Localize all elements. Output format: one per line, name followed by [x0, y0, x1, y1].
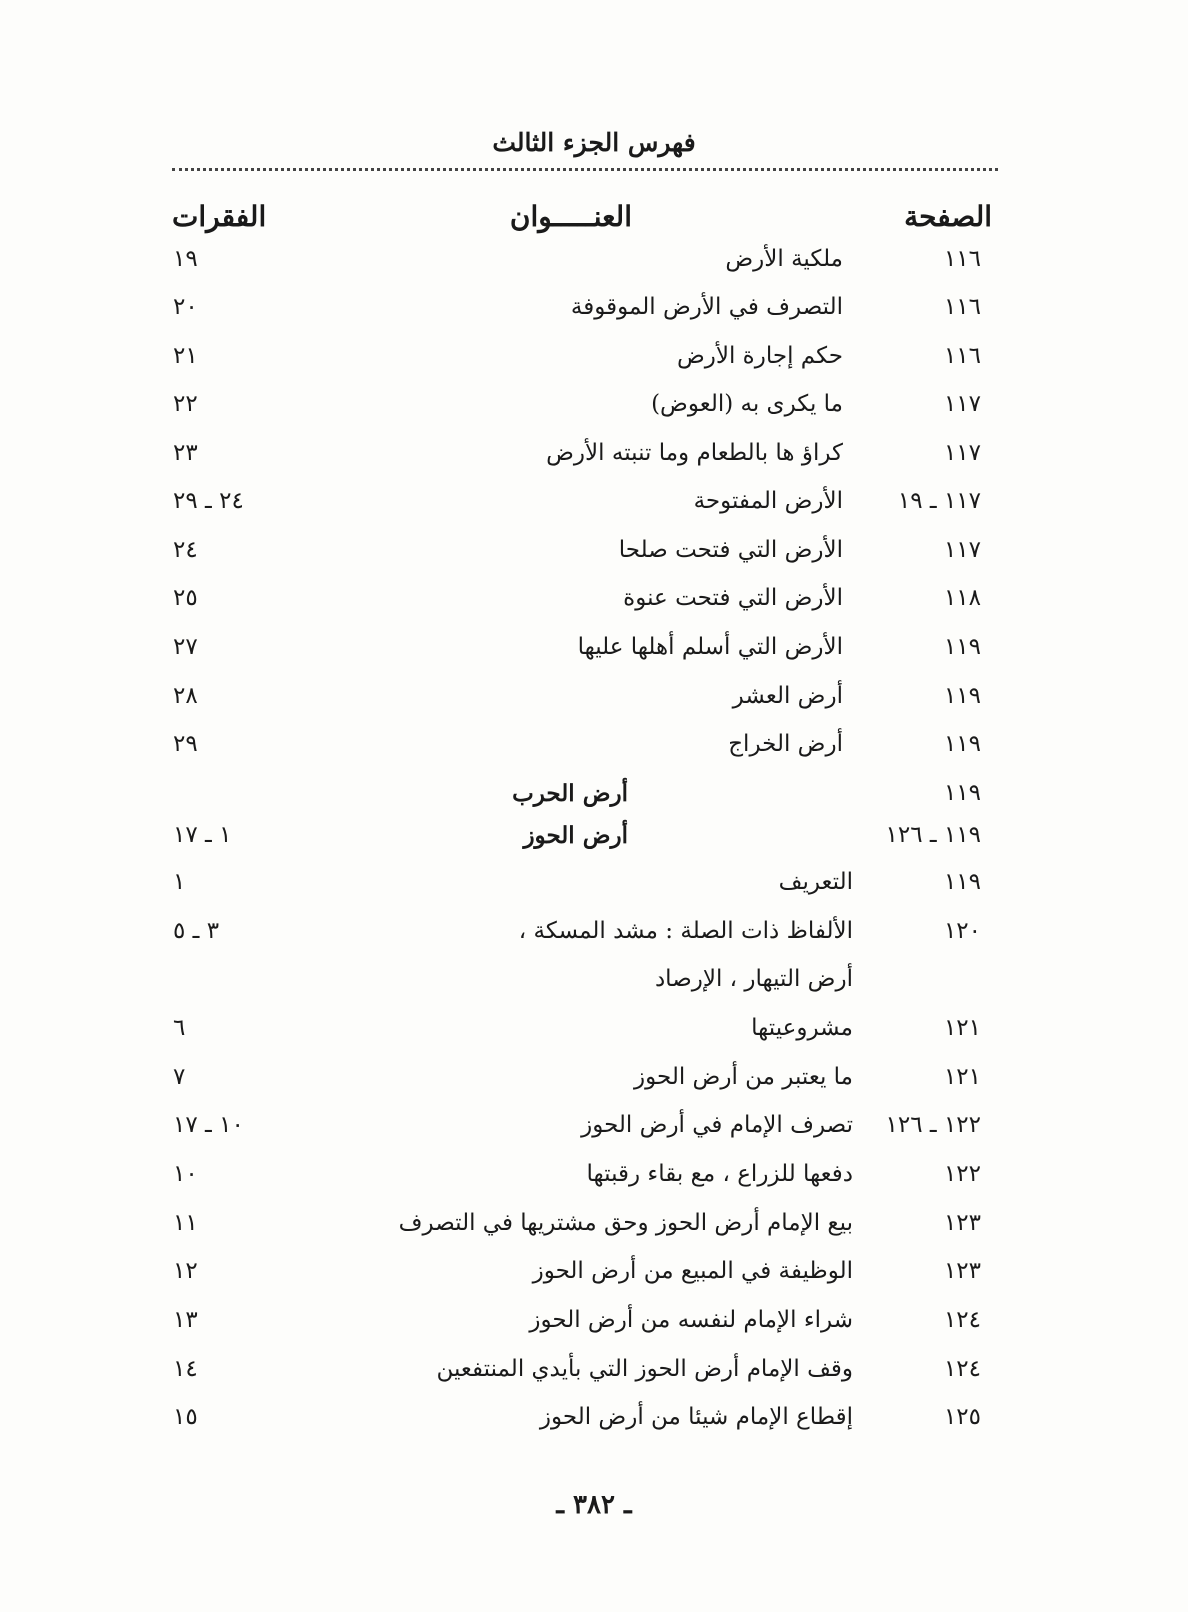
index-row: [0, 1210, 1188, 1254]
index-row: [0, 440, 1188, 484]
index-row: [0, 1307, 1188, 1351]
index-row: [0, 1015, 1188, 1059]
row-page: ١٢٣: [943, 1258, 981, 1284]
row-page: ١١٩: [943, 780, 981, 806]
column-header-title: العنـــــوان: [509, 200, 632, 233]
index-row: [0, 391, 1188, 435]
index-row: [0, 294, 1188, 338]
row-page: ١١٩: [943, 634, 981, 660]
row-paragraphs: ١: [173, 869, 186, 895]
row-page: ١٢٤: [943, 1356, 981, 1382]
row-title: تصرف الإمام في أرض الحوز: [581, 1112, 853, 1138]
row-title: التصرف في الأرض الموقوفة: [570, 294, 843, 320]
row-page: ١١٩ ـ ١٢٦: [885, 822, 981, 848]
row-title: وقف الإمام أرض الحوز التي بأيدي المنتفعين: [436, 1356, 853, 1382]
row-title: دفعها للزراع ، مع بقاء رقبتها: [586, 1161, 853, 1187]
row-paragraphs: ٢٣: [173, 440, 198, 466]
row-title: بيع الإمام أرض الحوز وحق مشتريها في التصرف: [398, 1210, 853, 1236]
row-page: ١٢٢ ـ ١٢٦: [885, 1112, 981, 1138]
index-row: [0, 537, 1188, 581]
row-paragraphs: ٢٨: [173, 683, 198, 709]
row-paragraphs: ٢٥: [173, 585, 198, 611]
column-header-page: الصفحة: [904, 200, 992, 233]
index-row: [0, 1258, 1188, 1302]
index-row: [0, 1356, 1188, 1400]
row-page: ١١٩: [943, 683, 981, 709]
index-row: [0, 683, 1188, 727]
dotted-divider: [172, 168, 998, 171]
row-title: إقطاع الإمام شيئا من أرض الحوز: [539, 1404, 853, 1430]
row-paragraphs: ٧: [173, 1064, 186, 1090]
row-page: ١٢٥: [943, 1404, 981, 1430]
row-page: ١٢١: [943, 1015, 981, 1041]
index-row-continuation: [0, 966, 1188, 1010]
row-title: الأرض المفتوحة: [693, 488, 843, 514]
row-paragraphs: ٢٢: [173, 391, 198, 417]
index-row: [0, 488, 1188, 532]
row-title: أرض الحوز: [523, 822, 628, 849]
row-title: أرض التيهار ، الإرصاد: [654, 966, 853, 992]
row-title: شراء الإمام لنفسه من أرض الحوز: [529, 1307, 853, 1333]
row-title: أرض الحرب: [512, 780, 628, 807]
row-paragraphs: ١٤: [173, 1356, 198, 1382]
row-paragraphs: ٢٤ ـ ٢٩: [173, 488, 244, 514]
row-paragraphs: ٢٧: [173, 634, 198, 660]
index-row: [0, 1064, 1188, 1108]
row-title: الأرض التي أسلم أهلها عليها: [577, 634, 843, 660]
row-title: أرض العشر: [732, 683, 843, 709]
index-row: [0, 918, 1188, 962]
index-row: [0, 731, 1188, 775]
index-row-section: [0, 822, 1188, 866]
row-paragraphs: ١٠ ـ ١٧: [173, 1112, 244, 1138]
row-paragraphs: ٣ ـ ٥: [173, 918, 220, 944]
row-page: ١٢٢: [943, 1161, 981, 1187]
row-paragraphs: ١١: [173, 1210, 198, 1236]
row-paragraphs: ١ ـ ١٧: [173, 822, 232, 848]
row-page: ١١٩: [943, 869, 981, 895]
index-row: [0, 869, 1188, 913]
index-row: [0, 1404, 1188, 1448]
row-page: ١١٧: [943, 440, 981, 466]
row-page: ١١٧ ـ ١٩: [897, 488, 981, 514]
index-row: [0, 343, 1188, 387]
page-number: ـ ٣٨٢ ـ: [556, 1490, 632, 1520]
row-title: أرض الخراج: [728, 731, 843, 757]
row-paragraphs: ١٠: [173, 1161, 198, 1187]
row-page: ١١٩: [943, 731, 981, 757]
row-page: ١٢١: [943, 1064, 981, 1090]
row-paragraphs: ٢٠: [173, 294, 198, 320]
row-paragraphs: ١٢: [173, 1258, 198, 1284]
row-title: التعريف: [778, 869, 853, 895]
index-row: [0, 585, 1188, 629]
row-title: مشروعيتها: [751, 1015, 853, 1041]
row-title: الأرض التي فتحت صلحا: [618, 537, 843, 563]
row-page: ١١٨: [943, 585, 981, 611]
row-title: الوظيفة في المبيع من أرض الحوز: [532, 1258, 853, 1284]
row-page: ١٢٠: [943, 918, 981, 944]
row-title: ملكية الأرض: [725, 246, 843, 272]
index-row-section: [0, 780, 1188, 824]
row-paragraphs: ٦: [173, 1015, 186, 1041]
row-title: الأرض التي فتحت عنوة: [623, 585, 843, 611]
page-title: فهرس الجزء الثالث: [492, 128, 696, 157]
row-page: ١١٦: [943, 246, 981, 272]
row-page: ١٢٤: [943, 1307, 981, 1333]
row-title: حكم إجارة الأرض: [676, 343, 843, 369]
row-paragraphs: ١٩: [173, 246, 198, 272]
row-paragraphs: ١٥: [173, 1404, 198, 1430]
row-paragraphs: ٢١: [173, 343, 198, 369]
row-title: ما يعتبر من أرض الحوز: [633, 1064, 853, 1090]
index-row: [0, 634, 1188, 678]
row-title: ما يكرى به (العوض): [651, 391, 843, 417]
index-row: [0, 1112, 1188, 1156]
row-page: ١١٧: [943, 391, 981, 417]
row-page: ١١٦: [943, 294, 981, 320]
row-page: ١٢٣: [943, 1210, 981, 1236]
row-paragraphs: ٢٤: [173, 537, 198, 563]
index-row: [0, 246, 1188, 290]
row-page: ١١٧: [943, 537, 981, 563]
column-header-paragraphs: الفقرات: [172, 200, 267, 233]
row-title: الألفاظ ذات الصلة : مشد المسكة ،: [518, 918, 853, 944]
row-page: ١١٦: [943, 343, 981, 369]
row-paragraphs: ٢٩: [173, 731, 198, 757]
row-title: كراؤ ها بالطعام وما تنبته الأرض: [546, 440, 843, 466]
index-row: [0, 1161, 1188, 1205]
row-paragraphs: ١٣: [173, 1307, 198, 1333]
